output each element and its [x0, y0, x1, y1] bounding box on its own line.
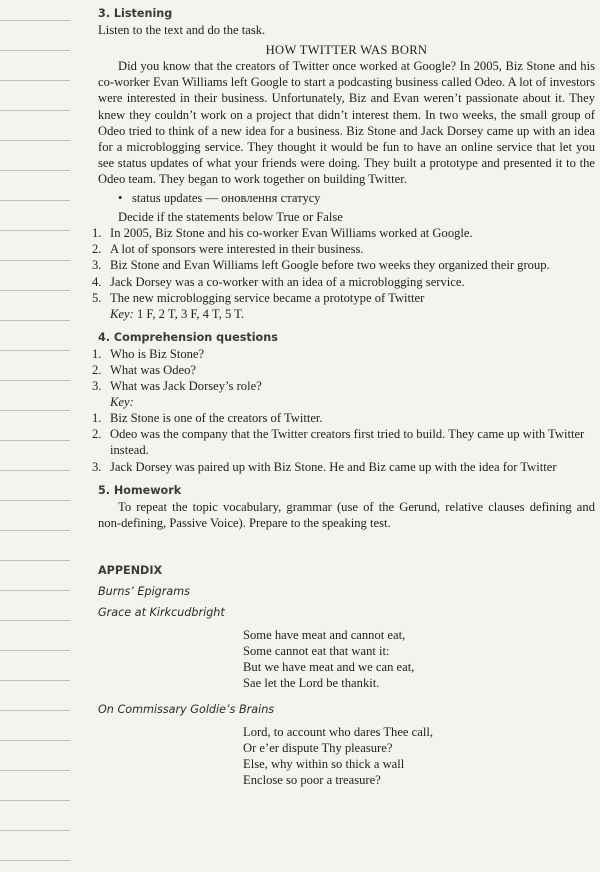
poem-line: Some cannot eat that want it: [243, 644, 390, 659]
task-instruction: Decide if the statements below True or False [118, 210, 343, 225]
list-item: 3. Jack Dorsey was paired up with Biz Stone. He and Biz came up with the idea for Twitter [92, 459, 557, 474]
statements-list [92, 225, 595, 305]
poem-line: Enclose so poor a treasure? [243, 772, 381, 787]
document-page [92, 6, 595, 788]
notebook-margin-lines [0, 0, 70, 872]
poem1-lines [243, 627, 595, 691]
poem-line: Or e’er dispute Thy pleasure? [243, 740, 393, 755]
list-item: 2. Odeo was the company that the Twitter creators first tried to build. They came up with Twitter instead. [92, 427, 585, 458]
glossary-note [118, 190, 595, 206]
poem1-title: Grace at Kirkcudbright [98, 606, 225, 620]
list-item: 1. Who is Biz Stone? [92, 346, 205, 361]
poem-line: Lord, to account who dares Thee call, [243, 724, 434, 739]
key-label: Key: [110, 306, 134, 321]
answers-list [92, 410, 595, 474]
key-label: Key: [110, 395, 134, 410]
list-item: 5. The new microblogging service became a prototype of Twitter [92, 290, 425, 305]
list-item: 4. Jack Dorsey was a co-worker with an idea of a microblogging service. [92, 274, 465, 289]
questions-list [92, 346, 595, 394]
poem-line: Some have meat and cannot eat, [243, 628, 406, 643]
list-item: 3. Biz Stone and Evan Williams left Google before two weeks they organized their group. [92, 258, 550, 273]
appendix-heading: APPENDIX [98, 563, 163, 577]
comprehension-heading: 4. Comprehension questions [98, 330, 278, 344]
poem-line: Else, why within so thick a wall [243, 756, 405, 771]
glossary-text: status updates — оновлення статусу [132, 191, 321, 206]
list-item: 1. In 2005, Biz Stone and his co-worker Evan Williams worked at Google. [92, 226, 473, 241]
homework-heading: 5. Homework [98, 483, 182, 497]
text-title: HOW TWITTER WAS BORN [265, 43, 428, 58]
homework-text: To repeat the topic vocabulary, grammar (use of the Gerund, relative clauses defining and non-defining, Passive Voice). Prepare to the speaking test. [98, 499, 595, 530]
list-item: 3. What was Jack Dorsey’s role? [92, 379, 262, 394]
list-item: 2. What was Odeo? [92, 362, 197, 377]
text-paragraph: Did you know that the creators of Twitter once worked at Google? In 2005, Biz Stone and his co-worker Evan Williams left Google to start a podcasting business called Odeo. A lot of investors were interested in their business. Unfortunately, Biz and Evan weren’t passionate about it. They knew they couldn’t work on a project that didn’t interest them. In two weeks, the small group of Odeo tried to think of a new idea for a business. Biz Stone and Jack Dorsey came up with an idea for a microblogging service. They thought it would be fun to have an online service that let you see status updates of what your friends were doing. They built a prototype and presented it to the Odeo team. They began to work together on building Twitter. [98, 59, 595, 186]
poem-line: Sae let the Lord be thankit. [243, 676, 380, 691]
answer-key [110, 306, 595, 322]
bullet-icon: • [118, 191, 123, 206]
key-value: 1 F, 2 T, 3 F, 4 T, 5 T. [136, 306, 245, 321]
poem2-lines [243, 724, 595, 788]
list-item: 1. Biz Stone is one of the creators of Twitter. [92, 411, 323, 426]
listening-instruction: Listen to the text and do the task. [98, 23, 266, 38]
poem-line: But we have meat and we can eat, [243, 660, 415, 675]
appendix-subtitle: Burns’ Epigrams [98, 585, 190, 598]
poem2-title: On Commissary Goldie’s Brains [98, 702, 275, 716]
list-item: 2. A lot of sponsors were interested in their business. [92, 242, 364, 257]
listening-heading: 3. Listening [98, 7, 173, 20]
